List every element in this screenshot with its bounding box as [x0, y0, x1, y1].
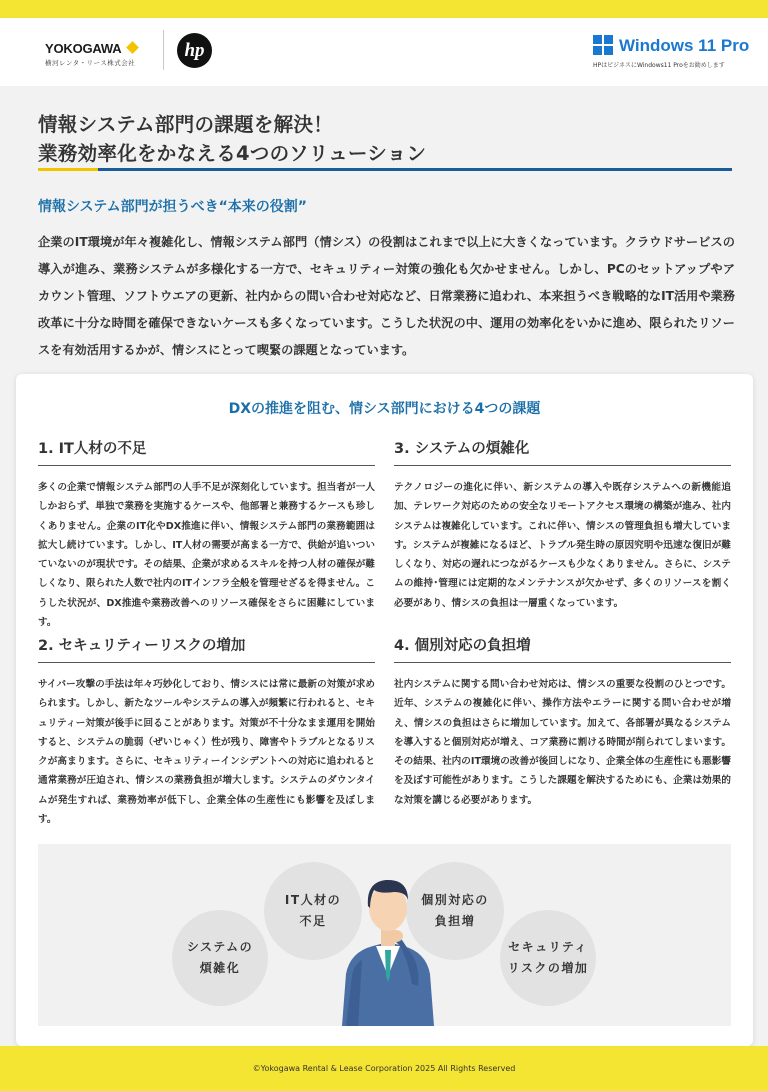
windows-icon — [593, 35, 613, 55]
issue-body: 多くの企業で情報システム部門の人手不足が深刻化しています。担当者が一人しかおらず、単独で業務を実施するケースや、他部署と兼務するケースも珍しくありません。企業のIT化やDX推進に伴い、情報システム部門の業務範囲は拡大し続けています。しかし、IT人材の需要が高まる一方で、供給が追いついていないのが現状です。その結果、企業が求めるスキルを持つ人材の確保が難しくなり、限られた人数で社内のITインフラ全般を管理せざるを得ません。こうした状況が、DX推進や業務改善へのリソース確保をさらに困難にしています。 — [38, 482, 375, 629]
issue-heading: 1. IT人材の不足 — [38, 437, 375, 466]
title-underline — [38, 168, 732, 171]
yokogawa-subname: 横河レンタ・リース株式会社 — [45, 59, 136, 67]
diamond-icon — [127, 41, 140, 54]
bubble-text: 負担増 — [434, 914, 476, 928]
intro-paragraph: 企業のIT環境が年々複雑化し、情報システム部門（情シス）の役割はこれまで以上に大きくなっています。クラウドサービスの導入が進み、業務システムが多様化する一方で、セキュリティー対策の強化も欠かせません。しかし、PCのセットアップやアカウント管理、ソフトウエアの更新、社内からの問い合わせ対応など、日常業務に追われ、本来担うべき戦略的なIT活用や業務改革に十分な時間を確保できないケースも多くなっています。こうした状況の中、運用の効率化をいかに進め、限られたリソースを有効活用するかが、情シスにとって喫緊の課題となっています。 — [38, 235, 735, 357]
bubble-text: リスクの増加 — [507, 961, 589, 975]
issue-section-talent — [38, 437, 375, 632]
bubble-security — [500, 910, 596, 1006]
windows-tagline: HPはビジネスにWindows11 Proをお勧めします — [593, 62, 725, 69]
yokogawa-name: YOKOGAWA — [45, 41, 122, 56]
section-subheading: 情報システム部門が担うべき“本来の役割” — [38, 199, 308, 215]
bubble-text: IT人材の — [284, 893, 342, 907]
card-title: DXの推進を阻む、情シス部門における4つの課題 — [228, 401, 541, 417]
issue-heading: 2. セキュリティーリスクの増加 — [38, 634, 375, 663]
bubble-text: 個別対応の — [421, 893, 489, 907]
bubble-text: セキュリティ — [508, 940, 588, 954]
logo-divider — [163, 30, 164, 70]
hp-logo[interactable]: hp — [177, 33, 212, 68]
title-line-1: 情報システム部門の課題を解決！ — [38, 113, 334, 136]
issue-body: 社内システムに関する問い合わせ対応は、情シスの重要な役割のひとつです。近年、システムの複雑化に伴い、操作方法やエラーに関する問い合わせが増え、情シスの負担はさらに増加しています。加えて、各部署が異なるシステムを導入すると個別対応が増え、コア業務に割ける時間が削られてしまいます。その結果、社内のIT環境の改善が後回しになり、企業全体の生産性にも悪影響を及ぼす可能性があります。こうした課題を解決するためにも、企業は効果的な対策を講じる必要があります。 — [394, 679, 731, 806]
bubble-text: 煩雑化 — [199, 961, 241, 975]
issue-body: サイバー攻撃の手法は年々巧妙化しており、情シスには常に最新の対策が求められます。しかし、新たなツールやシステムの導入が頻繁に行われると、セキュリティー対策が後手に回ることがあります。対策が不十分なまま運用を開始すると、システムの脆弱（ぜいじゃく）性が残り、障害やトラブルとなるリスクが高まります。さらに、セキュリティーインシデントへの対応に追われると通常業務が圧迫され、情シスの業務負担が増大します。システムのダウンタイムが発生すれば、業務効率が低下し、企業全体の生産性にも影響を及ぼします。 — [38, 679, 375, 826]
issue-heading: 3. システムの煩雑化 — [394, 437, 731, 466]
title-line-2: 業務効率化をかなえる4つのソリューション — [38, 142, 427, 165]
top-yellow-bar — [0, 0, 768, 18]
issue-heading: 4. 個別対応の負担増 — [394, 634, 731, 663]
bubble-complexity — [172, 910, 268, 1006]
issue-section-security — [38, 634, 375, 829]
bubble-text: 不足 — [299, 914, 327, 928]
issue-body: テクノロジーの進化に伴い、新システムの導入や既存システムへの新機能追加、テレワーク対応のための安全なリモートアクセス環境の構築が進み、社内システムは複雑化しています。これに伴い、情シスの管理負担も増大しています。システムが複雑になるほど、トラブル発生時の原因究明や迅速な復旧が難しくなり、対応の遅れにつながるケースも少なくありません。さらに、システムの維持･管理には定期的なメンテナンスが欠かせず、多くのリソースを割く必要があり、情シスの負担は一層重くなっています。 — [394, 482, 731, 609]
thinking-businessman-illustration — [328, 864, 448, 1026]
page-title — [38, 110, 426, 168]
copyright-notice: ©Yokogawa Rental & Lease Corporation 2025 All Rights Reserved — [252, 1064, 516, 1073]
windows-name: Windows 11 Pro — [619, 36, 750, 55]
issues-illustration — [38, 844, 731, 1026]
bubble-text: システムの — [186, 940, 254, 954]
header — [0, 18, 768, 86]
yokogawa-logo[interactable] — [45, 38, 137, 67]
issue-section-individual — [394, 634, 731, 810]
issues-card — [16, 374, 753, 1046]
title-underline-accent — [38, 168, 98, 171]
issue-section-complexity — [394, 437, 731, 613]
